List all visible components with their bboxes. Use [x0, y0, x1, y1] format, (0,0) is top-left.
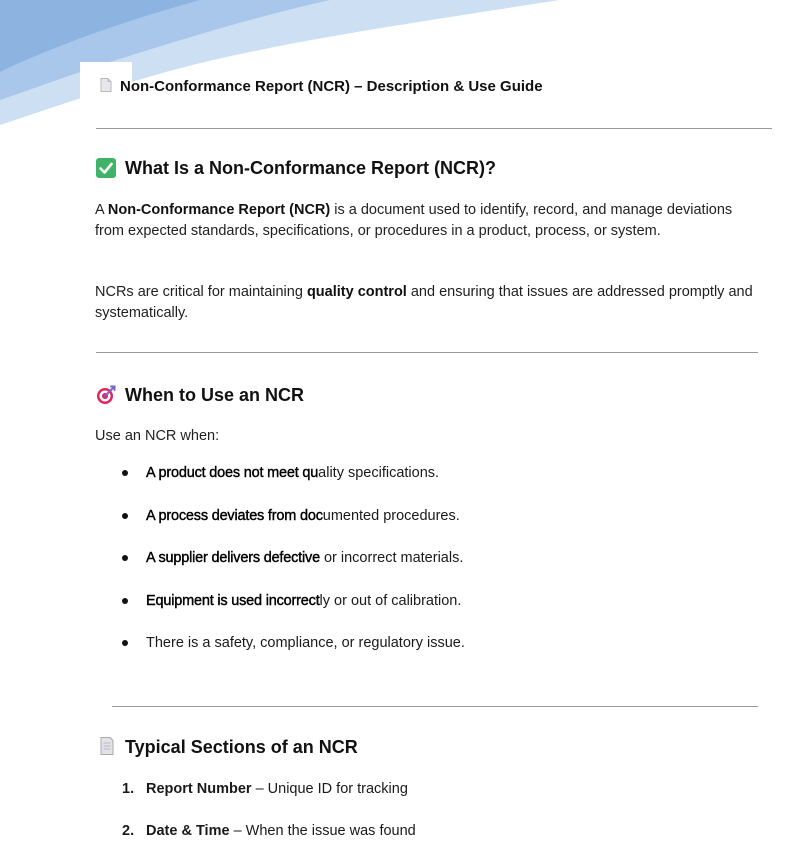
divider — [96, 128, 772, 129]
list-item — [118, 588, 465, 631]
list-item-text: umented procedures. — [322, 507, 460, 524]
importance-bold: quality control — [306, 284, 407, 300]
divider — [112, 706, 758, 707]
list-item-text: There is a safety, compliance, or regulatory issue. — [146, 635, 465, 651]
list-item-bold: Date & Time — [146, 823, 230, 839]
section-heading-typical-sections: Typical Sections of an NCR — [125, 737, 358, 757]
paragraph-ncr-importance — [95, 282, 755, 324]
document-title: Non-Conformance Report (NCR) – Description & Use Guide — [120, 78, 543, 95]
definition-lead: A — [95, 202, 108, 218]
list-item-bold: A supplier delivers defective — [146, 550, 320, 566]
list-item-bold: Equipment is used incorrect — [146, 592, 320, 609]
list-item-text: ality specifications. — [318, 465, 440, 481]
target-icon — [96, 385, 116, 410]
list-item-number: 1. — [122, 781, 135, 797]
page-icon — [100, 78, 112, 97]
when-to-use-intro: Use an NCR when: — [95, 428, 220, 444]
when-to-use-list — [118, 460, 465, 673]
section-heading-what-is-ncr: What Is a Non-Conformance Report (NCR)? — [125, 158, 496, 178]
list-item-text: – Unique ID for tracking — [251, 781, 408, 797]
list-item-bold: Report Number — [146, 781, 252, 797]
divider — [96, 352, 758, 353]
typical-sections-list — [122, 776, 416, 860]
list-item-text: – When the issue was found — [229, 823, 416, 839]
list-item — [122, 818, 416, 860]
importance-rest: and ensuring that issues are addressed promptly and systematically. — [95, 284, 753, 321]
list-item — [122, 776, 416, 818]
list-item-number: 2. — [122, 823, 135, 839]
list-item-bold: A process deviates from doc — [146, 507, 323, 524]
list-item — [118, 460, 465, 503]
importance-lead: NCRs are critical for maintaining — [95, 284, 307, 300]
list-item-text: ly or out of calibration. — [319, 592, 462, 609]
section-heading-when-to-use: When to Use an NCR — [125, 385, 305, 405]
definition-rest: is a document used to identify, record, and manage deviations from expected standards, specifications, or procedures in a product, process, or system. — [95, 202, 733, 239]
check-mark-icon — [96, 158, 116, 183]
list-item-bold: A product does not meet qu — [146, 465, 319, 481]
list-item-text: or incorrect materials. — [319, 550, 464, 566]
page-icon — [100, 737, 114, 760]
definition-bold: Non-Conformance Report (NCR) — [107, 202, 331, 218]
paragraph-ncr-definition — [95, 200, 755, 242]
list-item — [118, 545, 465, 588]
list-item — [118, 503, 465, 546]
list-item — [118, 630, 465, 673]
